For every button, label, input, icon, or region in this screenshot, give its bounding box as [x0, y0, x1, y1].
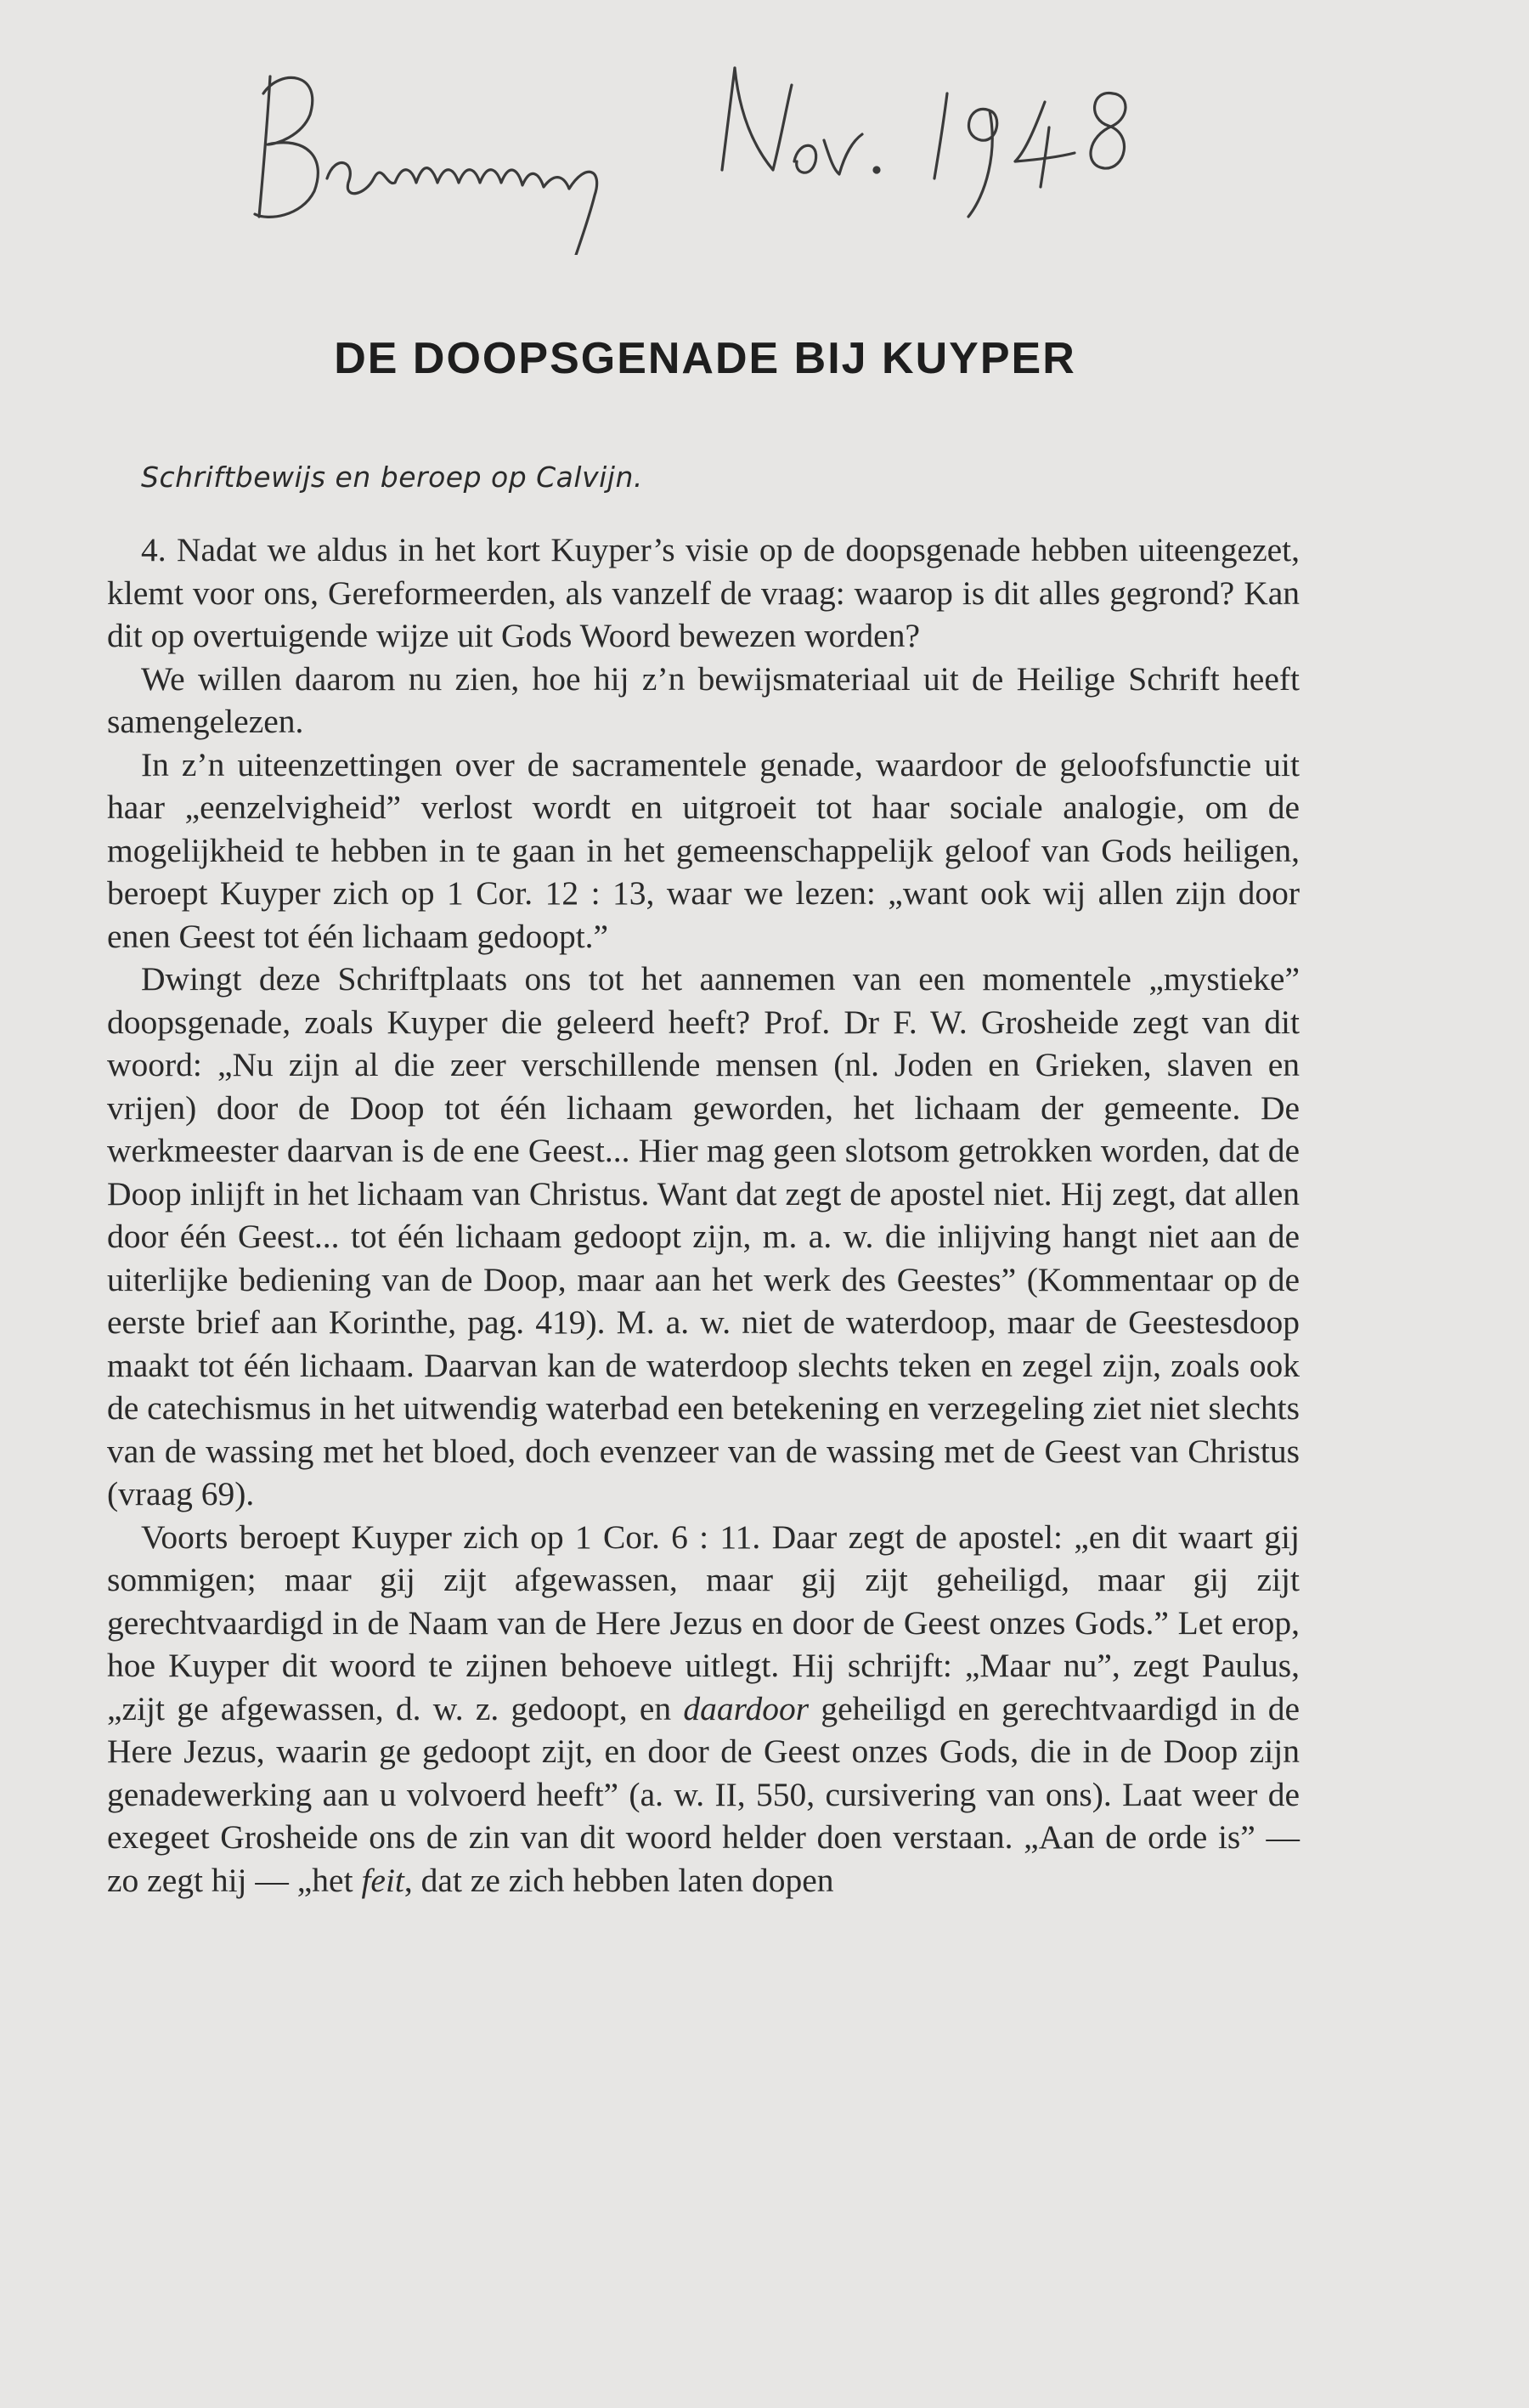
text-run: , dat ze zich hebben laten dopen	[403, 1861, 834, 1899]
italic-text: feit	[361, 1861, 404, 1899]
paragraph: We willen daarom nu zien, hoe hij z’n bewijsmateriaal uit de Heilige Schrift heeft samengelezen.	[107, 659, 1300, 740]
italic-text: daardoor	[683, 1689, 810, 1727]
handwritten-annotation	[229, 34, 1164, 255]
text-run: geheiligd en gerechtvaardigd in de Here Jezus, waarin ge gedoopt zijt, en door de Geest onzes Gods, die in de Doop zijn genadewerking aan u volvoerd heeft” (a. w. II, 550, cursivering van ons). Laat weer de exegeet Grosheide ons de zin van dit woord helder doen verstaan. „Aan de orde is” — zo zegt hij — „het	[107, 1689, 1300, 1899]
section-subtitle: Schriftbewijs en beroep op Calvijn.	[141, 461, 643, 494]
text-run: Voorts beroept Kuyper zich op 1 Cor. 6 : 11. Daar zegt de apostel: „en dit waart gij sommigen; maar gij zijt afgewassen, maar gij zijt geheiligd, maar gij zijt gerechtvaardigd in de Naam van de Here Jezus en door de Geest onzes Gods.” Let erop, hoe Kuyper dit woord te zijnen behoeve uitlegt. Hij schrijft: „Maar nu”, zegt Paulus, „zijt ge afgewassen, d. w. z. gedoopt, en	[107, 1518, 1300, 1727]
handwritten-signature-image	[229, 34, 1164, 255]
article-title: DE DOOPSGENADE BIJ KUYPER	[334, 334, 1076, 383]
paragraph: Dwingt deze Schriftplaats ons tot het aannemen van een momentele „mystieke” doopsgenade, zoals Kuyper die geleerd heeft? Prof. Dr F. W. Grosheide zegt van dit woord: „Nu zijn al die zeer verschillende mensen (nl. Joden en Grieken, slaven en vrijen) door de Doop tot één lichaam geworden, het lichaam der gemeente. De werkmeester daarvan is de ene Geest... Hier mag geen slotsom getrokken worden, dat de Doop inlijft in het lichaam van Christus. Want dat zegt de apostel niet. Hij zegt, dat allen door één Geest... tot één lichaam gedoopt zijn, m. a. w. die inlijving hangt niet aan de uiterlijke bediening van de Doop, maar aan het werk des Geestes” (Kommentaar op de eerste brief aan Korinthe, pag. 419). M. a. w. niet de waterdoop, maar de Geestesdoop maakt tot één lichaam. Daarvan kan de waterdoop slechts teken en zegel zijn, zoals ook de catechismus in het uitwendig waterbad een betekening en verzegeling ziet niet slechts van de wassing met het bloed, doch evenzeer van de wassing met de Geest van Christus (vraag 69).	[107, 960, 1300, 1512]
paragraph	[107, 1516, 1300, 1902]
article-body	[107, 529, 1300, 1902]
paragraph: In z’n uiteenzettingen over de sacramentele genade, waardoor de geloofsfunctie uit haar „eenzelvigheid” verlost wordt en uitgroeit tot haar sociale analogie, om de mogelijkheid te hebben in te gaan in het gemeenschappelijk geloof van Gods heiligen, beroept Kuyper zich op 1 Cor. 12 : 13, waar we lezen: „want ook wij allen zijn door enen Geest tot één lichaam gedoopt.”	[107, 745, 1300, 955]
paragraph: 4. Nadat we aldus in het kort Kuyper’s visie op de doopsgenade hebben uiteengezet, klemt voor ons, Gereformeerden, als vanzelf de vraag: waarop is dit alles gegrond? Kan dit op overtuigende wijze uit Gods Woord bewezen worden?	[107, 531, 1300, 654]
